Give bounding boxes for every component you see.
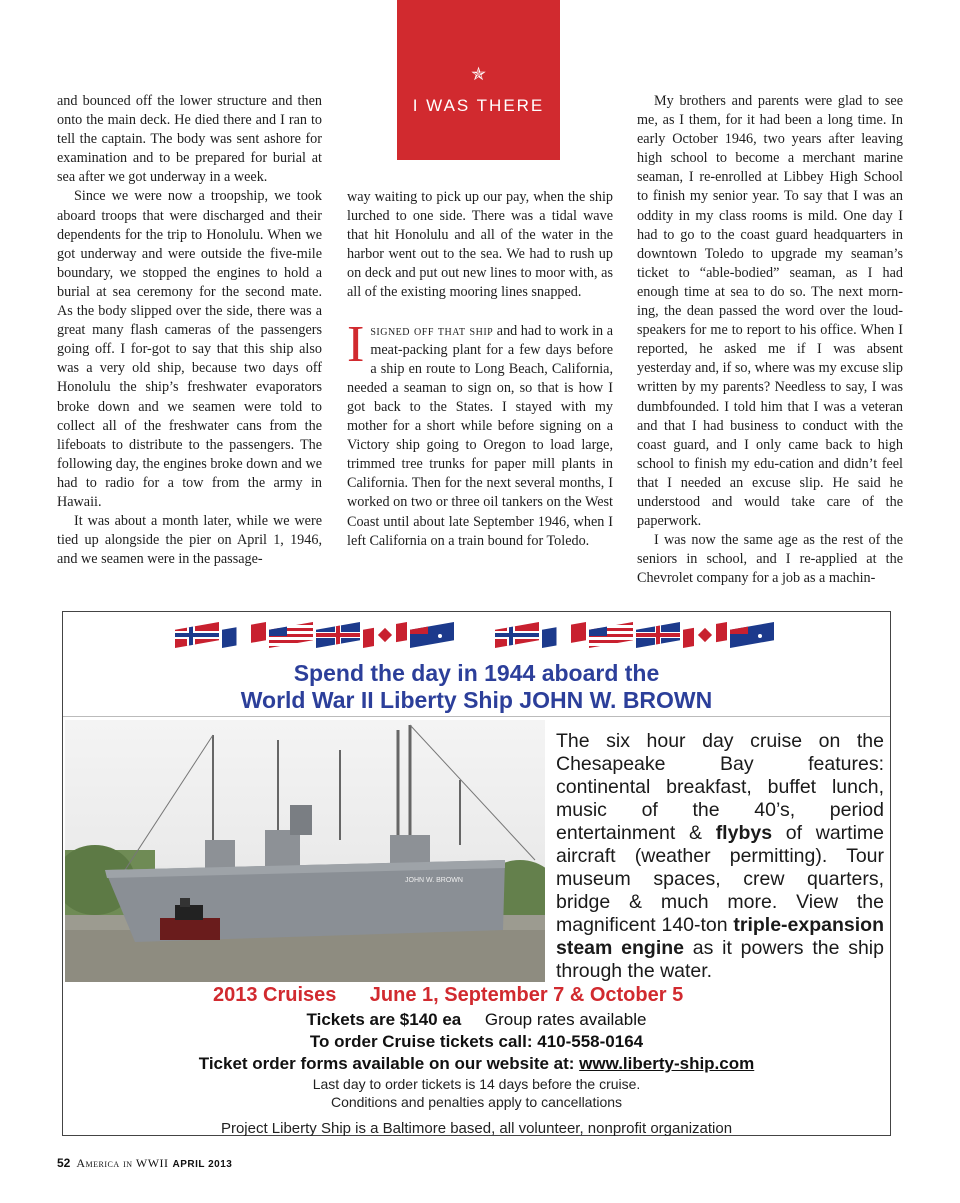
order-phone: To order Cruise tickets call: 410-558-0164 <box>309 1032 644 1051</box>
page-number: 52 <box>57 1156 71 1170</box>
australia-flag-icon <box>730 622 774 648</box>
magazine-name: America in WWII <box>76 1156 169 1170</box>
article-column-1 <box>57 92 322 569</box>
description-emphasis: flybys <box>715 822 773 844</box>
ad-headline <box>63 660 890 714</box>
order-deadline-note: Last day to order tickets is 14 days before the cruise. <box>312 1076 641 1092</box>
section-banner <box>397 0 560 160</box>
issue-date: APRIL 2013 <box>172 1159 233 1170</box>
description-text: The six hour day cruise on the Chesapeake Bay features: continental breakfast, buffet lunch, music of the 40’s, period entertainment & <box>556 730 884 844</box>
norway-flag-icon <box>175 622 219 648</box>
canada-flag-icon <box>363 622 407 648</box>
france-flag-icon <box>542 622 586 648</box>
ticket-price-value: Tickets are $140 ea <box>306 1010 462 1029</box>
article-column-2 <box>347 188 613 551</box>
cruise-description <box>556 730 884 983</box>
paragraph <box>347 315 613 551</box>
order-forms <box>63 1054 890 1074</box>
uk-flag-icon <box>636 622 680 648</box>
us-flag-icon <box>589 622 633 648</box>
flag-row-left <box>175 622 454 650</box>
star-icon: ✯ <box>470 64 487 85</box>
ad-headline-line-2: World War II Liberty Ship JOHN W. BROWN <box>240 687 713 713</box>
order-forms-label: Ticket order forms available on our website at: <box>198 1054 580 1073</box>
description-emphasis: triple-expansion steam engine <box>556 914 884 959</box>
description-text: as it powers the ship through the water. <box>556 937 884 982</box>
ship-illustration <box>65 720 545 982</box>
group-rates: Group rates available <box>484 1010 647 1029</box>
flag-row-right <box>495 622 774 650</box>
organization-note: Project Liberty Ship is a Baltimore based, all volunteer, nonprofit organization <box>220 1120 733 1137</box>
canada-flag-icon <box>683 622 727 648</box>
paragraph-body: and had to work in a meat-packing plant for a few days before a ship en route to Long Beach, California, needed a seaman to sign on, so that is how I got back to the States. I stayed with my mother for a short while before signing on a Victory ship going to Oregon to load large, trimmed tree trunks for paper mill plants in California. Then for the next several months, I worked on two or three oil tankers on the West Coast until about late September 1946, when I left California on a train bound for Toledo. <box>347 322 613 549</box>
ticket-price <box>63 1010 890 1030</box>
us-flag-icon <box>269 622 313 648</box>
paragraph: way waiting to pick up our pay, when the ship lurched to one side. There was a tidal wave that hit Honolulu and all of the water in the harbor went out to the sea. We had to rush up on deck and put out new lines to moor with, as all of the existing mooring lines snapped. <box>347 189 613 301</box>
cruise-dates <box>213 984 683 1007</box>
paragraph: It was about a month later, while we were tied up alongside the pier on April 1, 1946, and we seamen were in the passage- <box>57 513 322 568</box>
website-link[interactable]: www.liberty-ship.com <box>579 1054 755 1073</box>
france-flag-icon <box>222 622 266 648</box>
norway-flag-icon <box>495 622 539 648</box>
paragraph: I was now the same age as the rest of the seniors in school, and I re-applied at the Chevrolet company for a job as a machin- <box>637 532 903 587</box>
paragraph: and bounced off the lower structure and then onto the main deck. He died there and I ran to tell the captain. The body was sent ashore for examination and to be prepared for burial at sea after we got underway in a week. <box>57 93 322 186</box>
lead-in: signed off that ship <box>370 322 494 339</box>
paragraph: Since we were now a troopship, we took aboard troops that were discharged and their dependents for the trip to Honolulu. When we got underway and were outside the five-mile boundary, we stopped the engines to hold a burial at sea ceremony for the second mate. As the body slipped over the side, there was a great many flash cameras of the passengers going off. I for-got to say that this ship also was a very old ship, because two days off Honolulu the ship’s freshwater evaporators broke down and we seamen were told to collect all of the freshwater cans from the lifeboats to distribute to the passengers. The following day, the engines broke down and we had to radio for a tow from the army in Hawaii. <box>57 188 322 510</box>
liberty-ship-advertisement <box>62 611 891 1136</box>
ad-headline-line-1: Spend the day in 1944 aboard the <box>293 660 660 686</box>
drop-cap: I <box>347 315 365 373</box>
liberty-ship-photo <box>65 720 545 982</box>
paragraph: My brothers and parents were glad to see me, as I them, for it had been a long time. In early October 1946, two years after leaving high school to become a merchant marine seaman, I re-enrolled at Libbey High School to finish my senior year. To say that I was an oddity in my class rooms is mild. One day I had to go to the coast guard headquarters in downtown Toledo to upgrade my seaman’s ticket to “able-bodied” seaman, as I had enough time at sea to do so. The next morn-ing, the dean passed the word over the loud-speakers for me to report to his office. When I reported, he asked me if I was absent yesterday and, if so, where was my excuse slip written by my parents? Needless to say, I was dumbfounded. I told him that I was a veteran and that I had business to conduct with the coast guard, and I only came back to high school to finish my edu-cation and didn’t feel that I needed an excuse slip. He said he understood and would take care of the paperwork. <box>637 93 903 530</box>
page-footer <box>57 1156 232 1171</box>
divider <box>63 716 890 717</box>
section-title: I WAS THERE <box>412 96 545 115</box>
australia-flag-icon <box>410 622 454 648</box>
cruises-dates-list: June 1, September 7 & October 5 <box>369 984 684 1006</box>
ship-hull-name: JOHN W. BROWN <box>405 877 463 884</box>
cancellation-note: Conditions and penalties apply to cancellations <box>330 1094 623 1110</box>
uk-flag-icon <box>316 622 360 648</box>
cruises-label: 2013 Cruises <box>213 984 337 1006</box>
description-text: of wartime aircraft (weather permitting). Tour museum spaces, crew quarters, bridge & much more. View the magnificent 140-ton <box>556 822 884 936</box>
article-column-3 <box>637 92 903 588</box>
